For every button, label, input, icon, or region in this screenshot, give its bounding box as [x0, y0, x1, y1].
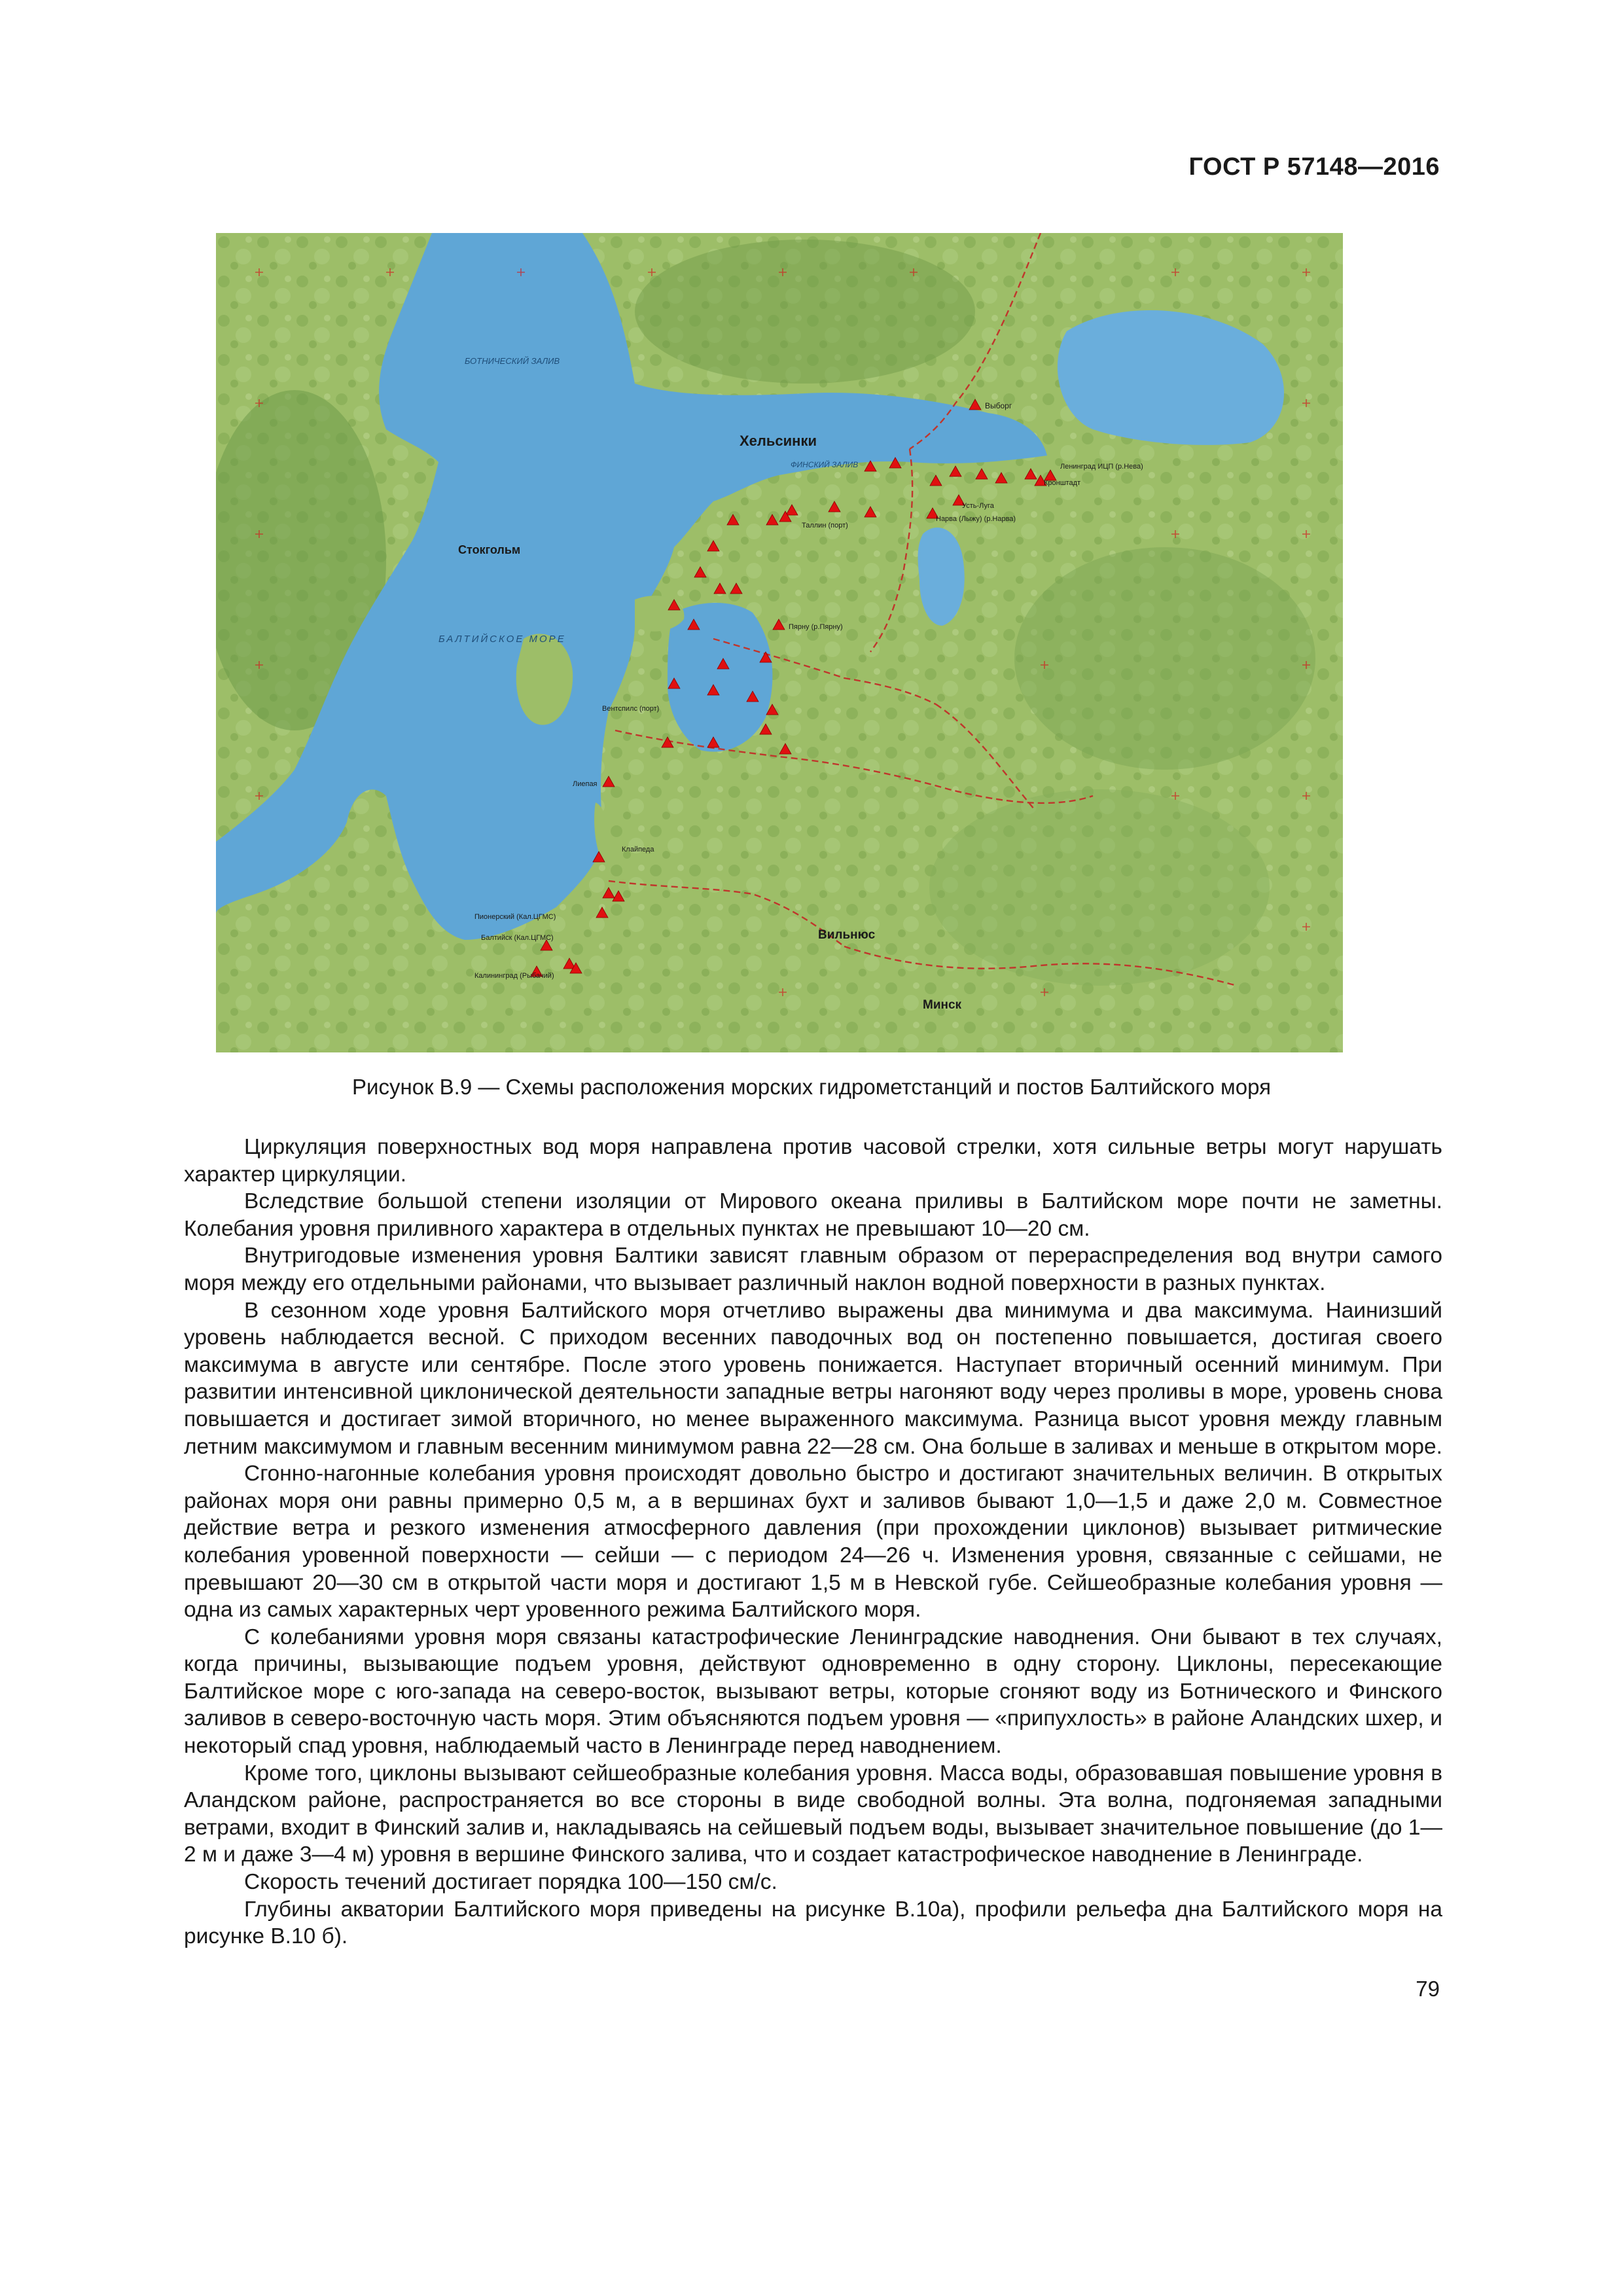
paragraph: Вследствие большой степени изоляции от Мирового океана приливы в Балтийском море почти не заметны. Колебания уровня приливного характера в отдельных пунктах не превышают 10—20 см.: [184, 1189, 1442, 1241]
map-label-finnish-gulf: ФИНСКИЙ ЗАЛИВ: [791, 460, 859, 469]
map-label-helsinki: Хельсинки: [740, 433, 817, 449]
map-label-ust-luga: Усть-Луга: [962, 502, 994, 510]
map-label-vyborg: Выборг: [985, 401, 1012, 410]
document-header: ГОСТ Р 57148—2016: [1188, 153, 1440, 181]
map-label-leningrad: Ленинград ИЦП (р.Нева): [1060, 463, 1143, 471]
paragraph: Скорость течений достигает порядка 100—150 см/с.: [244, 1870, 777, 1895]
map-label-klaipeda: Клайпеда: [622, 846, 654, 853]
map-label-narva: Нарва (Лыжу) (р.Нарва): [936, 515, 1016, 523]
paragraph: Кроме того, циклоны вызывают сейшеобразные колебания уровня. Масса воды, образовавшая повышение уровня в Аландском районе, распространяется во все стороны в виде свободной волны. Эта волна, подгоняемая западными ветрами, входит в Финский залив и, накладываясь на сейшевый подъем воды, вызывает значительное повышение (до 1—2 м и даже 3—4 м) уровня в вершине Финского залива, что и создает катастрофическое наводнение в Ленинграде.: [184, 1761, 1442, 1867]
map-label-kronstadt: Кронштадт: [1044, 479, 1081, 487]
paragraph: В сезонном ходе уровня Балтийского моря отчетливо выражены два минимума и два максимума. Наинизший уровень наблюдается весной. С приходом весенних паводочных вод он постепенно повышается, достигая своего максимума в августе или сентябре. После этого уровень понижается. Наступает вторичный осенний минимум. При развитии интенсивной циклонической деятельности западные ветры нагоняют воду через проливы в море, уровень снова повышается и достигает зимой вторичного, но менее выраженного максимума. Разница высот уровня между главным летним максимумом и главным весенним минимумом равна 22—28 см. Она больше в заливах и меньше в открытом море.: [184, 1298, 1442, 1459]
map-label-minsk: Минск: [923, 998, 962, 1012]
figure-caption: Рисунок В.9 — Схемы расположения морских гидрометстанций и постов Балтийского моря: [352, 1075, 1271, 1099]
map-label-bothnian-gulf: БОТНИЧЕСКИЙ ЗАЛИВ: [465, 356, 560, 366]
body-text: [184, 1134, 1442, 1950]
map-label-baltic-sea: БАЛТИЙСКОЕ МОРЕ: [438, 634, 566, 645]
paragraph: Внутригодовые изменения уровня Балтики зависят главным образом от перераспределения вод внутри самого моря между его отдельными районами, что вызывает различный наклон водной поверхности в разных пунктах.: [184, 1244, 1442, 1295]
gulf-of-riga-water: [668, 603, 772, 752]
baltic-map-figure: [216, 233, 1343, 1052]
paragraph: С колебаниями уровня моря связаны катастрофические Ленинградские наводнения. Они бывают в тех случаях, когда причины, вызывающие подъем уровня, действуют одновременно в одну сторону. Циклоны, пересекающие Балтийское море с юго-запада на северо-восток, вызывают ветры, которые сгоняют воду из Ботнического и Финского заливов в северо-восточную часть моря. Этим объясняются подъем уровня — «припухлость» в районе Аландских шхер, и некоторый спад уровня, наблюдаемый часто в Ленинграде перед наводнением.: [184, 1624, 1442, 1759]
paragraph: Глубины акватории Балтийского моря приведены на рисунке В.10а), профили рельефа дна Балтийского моря на рисунке В.10 б).: [184, 1897, 1442, 1949]
map-label-stockholm: Стокгольм: [458, 543, 521, 556]
map-label-kaliningrad: Калининград (Рыбачий): [474, 972, 554, 980]
map-label-ventspils: Вентспилс (порт): [602, 705, 660, 713]
map-label-liepaja: Лиепая: [573, 780, 597, 788]
paragraph: Циркуляция поверхностных вод моря направлена против часовой стрелки, хотя сильные ветры могут нарушать характер циркуляции.: [184, 1135, 1442, 1187]
page-number: 79: [1416, 1977, 1440, 2001]
map-label-baltiysk: Балтийск (Кал.ЦГМС): [481, 934, 554, 942]
paragraph: Сгонно-нагонные колебания уровня происходят довольно быстро и достигают значительных величин. В открытых районах моря они равны примерно 0,5 м, а в вершинах бухт и заливов бывают 1,0—1,5 и даже 2,0 м. Совместное действие ветра и резкого изменения атмосферного давления (при прохождении циклонов) вызывает ритмические колебания уровенной поверхности — сейши — с периодом 24—26 ч. Изменения уровня, связанные с сейшами, не превышают 20—30 см в открытой части моря и достигают 1,5 м в Невской губе. Сейшеобразные колебания уровня — одна из самых характерных черт уровенного режима Балтийского моря.: [184, 1462, 1442, 1623]
map-label-vilnius: Вильнюс: [818, 928, 876, 942]
map-label-tallinn: Таллин (порт): [802, 522, 848, 529]
map-label-pionersky: Пионерский (Кал.ЦГМС): [474, 913, 556, 921]
baltic-map: [216, 233, 1343, 1052]
map-label-parnu: Пярну (р.Пярну): [789, 623, 843, 631]
